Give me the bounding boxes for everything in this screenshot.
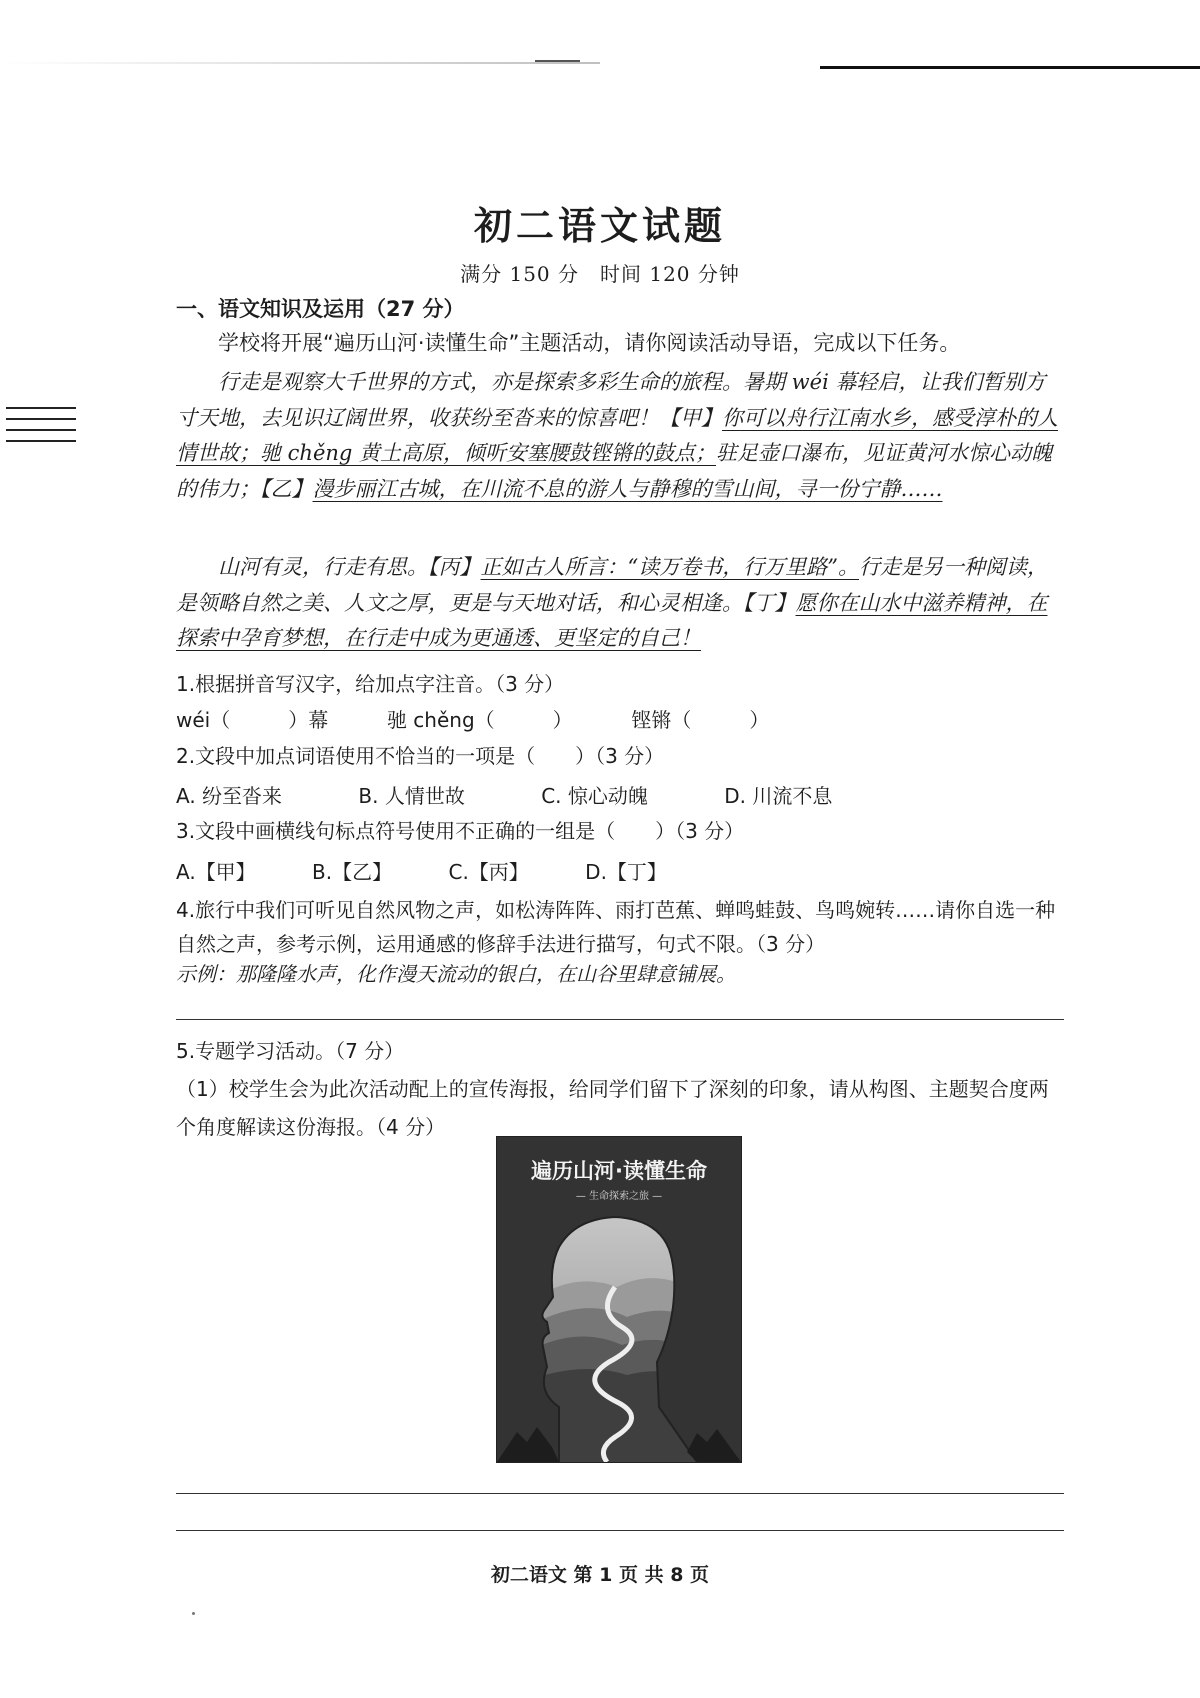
question-2-options (176, 780, 902, 809)
underlined-sentence-jia: 你可以舟行江南水乡，感受淳朴的人情世故；驰 chěng 黄土高原，倾听安塞腰鼓铿锵的鼓点； (176, 405, 1058, 465)
passage-text: 行走是另一种阅读，是领略自然之美、人文之厚，更是与天地对话，和心灵相逢。【丁】 (176, 555, 1048, 615)
question-5-part-1: （1）校学生会为此次活动配上的宣传海报，给同学们留下了深刻的印象，请从构图、主题契合度两个角度解读这份海报。（4 分） (176, 1077, 1049, 1139)
option-b[interactable]: B. 人情世故 (358, 784, 465, 808)
scan-edge-mark (535, 60, 580, 62)
scan-speck (192, 1612, 195, 1615)
question-2: 2.文段中加点词语使用不恰当的一项是（ ）（3 分） (176, 744, 665, 768)
exam-subtitle: 满分 150 分 时间 120 分钟 (460, 262, 740, 286)
poster-artwork (497, 1137, 741, 1462)
blank-label: wéi（ (176, 708, 231, 732)
answer-line[interactable] (176, 1493, 1064, 1494)
scan-edge-line (0, 62, 600, 64)
passage-text: 驻足壶口瀑布，见证黄河水惊心动魄的伟力；【乙】 (176, 441, 1053, 501)
question-3: 3.文段中画横线句标点符号使用不正确的一组是（ ）（3 分） (176, 819, 745, 843)
section-heading: 一、语文知识及运用（27 分） (176, 297, 465, 321)
question-4: 4.旅行中我们可听见自然风物之声，如松涛阵阵、雨打芭蕉、蝉鸣蛙鼓、鸟鸣婉转……请你自选一种自然之声，参考示例，运用通感的修辞手法进行描写，句式不限。（3 分） (176, 898, 1056, 956)
blank-label: ）幕 (288, 708, 329, 732)
option-b[interactable]: B.【乙】 (312, 860, 393, 884)
option-a[interactable]: A. 纷至沓来 (176, 784, 283, 808)
activity-poster-image (496, 1136, 742, 1463)
binding-margin-mark (6, 407, 76, 447)
exam-title: 初二语文试题 (473, 203, 726, 248)
blank-label: ） (552, 708, 573, 732)
scan-edge-line (820, 66, 1200, 69)
passage-text: 行走是观察大千世界的方式，亦是探索多彩生命的旅程。暑期 wéi 幕轻启，让我们暂别方寸天地，去见识辽阔世界，收获纷至沓来的惊喜吧！【甲】 (176, 370, 1046, 430)
poster-title: 遍历山河·读懂生命 (531, 1159, 707, 1183)
passage-text: 山河有灵，行走有思。【丙】 (218, 555, 481, 579)
answer-line[interactable] (176, 1530, 1064, 1531)
passage-paragraph-1 (176, 365, 1064, 507)
passage-paragraph-2 (176, 550, 1064, 657)
option-d[interactable]: D.【丁】 (585, 860, 667, 884)
underlined-sentence-bing: 正如古人所言：“读万卷书，行万里路”。 (480, 555, 859, 579)
question-5: 5.专题学习活动。（7 分） (176, 1039, 405, 1063)
task-intro: 学校将开展“遍历山河·读懂生命”主题活动，请你阅读活动导语，完成以下任务。 (218, 331, 961, 355)
question-4-example: 示例：那隆隆水声，化作漫天流动的银白，在山谷里肆意铺展。 (176, 962, 736, 986)
page-footer: 初二语文 第 1 页 共 8 页 (490, 1564, 710, 1586)
question-3-options (176, 856, 717, 885)
poster-subtitle: — 生命探索之旅 — (575, 1191, 663, 1202)
underlined-sentence-ding: 愿你在山水中滋养精神，在探索中孕育梦想，在行走中成为更通透、更坚定的自己！ (176, 590, 1048, 650)
underlined-sentence-yi: 漫步丽江古城，在川流不息的游人与静穆的雪山间，寻一份宁静…… (312, 476, 943, 501)
answer-line[interactable] (176, 1019, 1064, 1020)
option-a[interactable]: A.【甲】 (176, 860, 256, 884)
question-1: 1.根据拼音写汉字，给加点字注音。（3 分） (176, 672, 565, 696)
question-1-blanks (176, 704, 769, 733)
blank-label: ） (749, 708, 770, 732)
blank-label: 驰 chěng（ (386, 708, 495, 732)
option-c[interactable]: C.【丙】 (448, 860, 529, 884)
option-d[interactable]: D. 川流不息 (724, 784, 833, 808)
option-c[interactable]: C. 惊心动魄 (541, 784, 648, 808)
blank-label: 铿锵（ (631, 708, 692, 732)
